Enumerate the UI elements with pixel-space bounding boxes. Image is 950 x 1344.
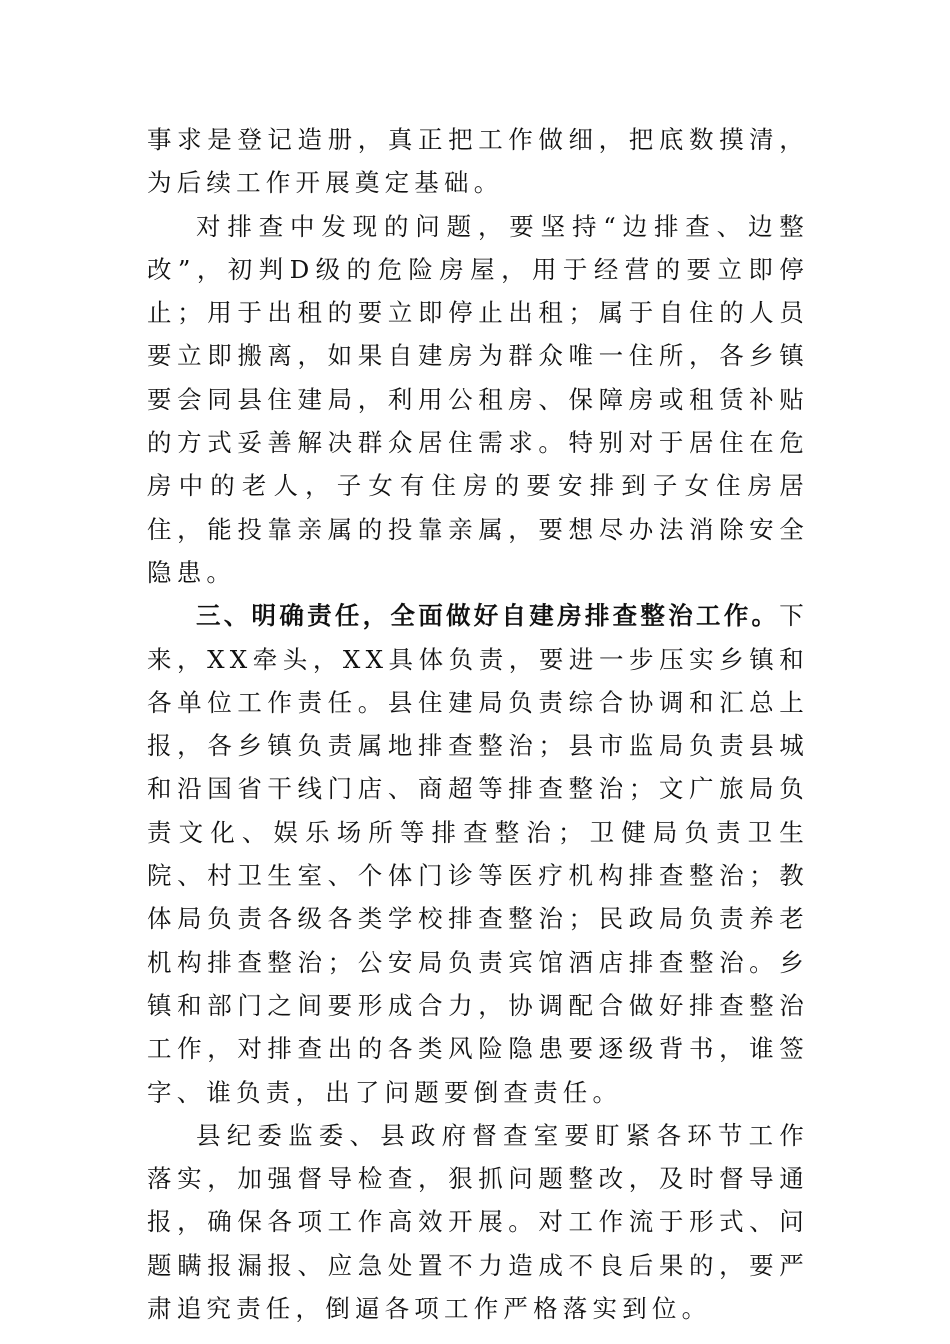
paragraph-responsibility (147, 594, 809, 1114)
document-body (147, 118, 809, 1330)
section-body: 下来，XX牵头，XX具体负责，要进一步压实乡镇和各单位工作责任。县住建局负责综合协调和汇总上报，各乡镇负责属地排查整治；县市监局负责县城和沿国省干线门店、商超等排查整治；文广旅局负责文化、娱乐场所等排查整治；卫健局负责卫生院、村卫生室、个体门诊等医疗机构排查整治；教体局负责各级各类学校排查整治；民政局负责养老机构排查整治；公安局负责宾馆酒店排查整治。乡镇和部门之间要形成合力，协调配合做好排查整治工作，对排查出的各类风险隐患要逐级背书，谁签字、谁负责，出了问题要倒查责任。 (147, 601, 809, 1107)
section-heading: 三、明确责任，全面做好自建房排查整治工作。 (196, 601, 780, 631)
paragraph-rectification: 对排查中发现的问题，要坚持“边排查、边整改”，初判D级的危险房屋，用于经营的要立即停止；用于出租的要立即停止出租；属于自住的人员要立即搬离，如果自建房为群众唯一住所，各乡镇要会同县住建局，利用公租房、保障房或租赁补贴的方式妥善解决群众居住需求。特别对于居住在危房中的老人，子女有住房的要安排到子女住房居住，能投靠亲属的投靠亲属，要想尽办法消除安全隐患。 (147, 211, 809, 587)
paragraph-continuation: 事求是登记造册，真正把工作做细，把底数摸清，为后续工作开展奠定基础。 (147, 125, 809, 198)
paragraph-supervision: 县纪委监委、县政府督查室要盯紧各环节工作落实，加强督导检查，狠抓问题整改，及时督导通报，确保各项工作高效开展。对工作流于形式、问题瞒报漏报、应急处置不力造成不良后果的，要严肃追究责任，倒逼各项工作严格落实到位。 (147, 1120, 809, 1324)
